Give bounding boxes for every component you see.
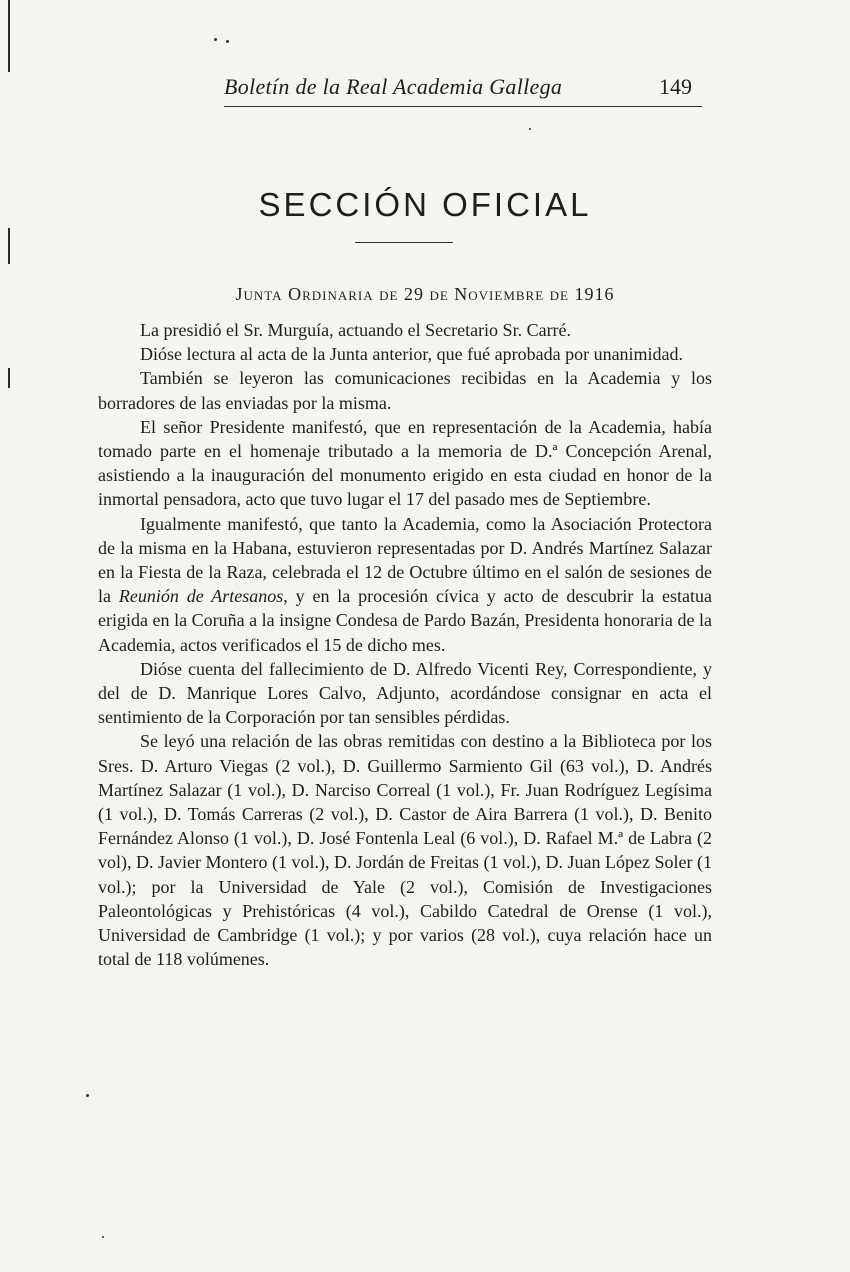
scan-edge-mark xyxy=(8,368,10,388)
title-divider xyxy=(355,242,453,243)
scan-speck xyxy=(86,1094,89,1097)
running-header xyxy=(224,70,702,107)
scan-edge-line xyxy=(8,0,10,72)
paragraph-fiesta-raza-part: , y en la procesión cívica y acto de descubrir la estatua erigida en la Coruña a la insigne Condesa de Pardo Bazán, Presidenta honoraria de la Academia, actos verificados el 15 de dicho mes. xyxy=(98,586,712,655)
scan-speck xyxy=(529,128,531,130)
paragraph-fiesta-raza xyxy=(98,512,712,657)
scan-speck xyxy=(214,38,217,41)
paragraph-obituaries: Dióse cuenta del fallecimiento de D. Alfredo Vicenti Rey, Correspondiente, y del de D. Manrique Lores Calvo, Adjunto, acordándose consignar en acta el sentimiento de la Corporación por tan sensibles pérdidas. xyxy=(98,658,712,728)
paragraph-presidency: La presidió el Sr. Murguía, actuando el Secretario Sr. Carré. xyxy=(140,320,572,340)
paragraph-communications: También se leyeron las comunicaciones recibidas en la Academia y los borradores de las enviadas por la misma. xyxy=(98,368,712,413)
minutes-body xyxy=(98,318,712,971)
paragraph-previous-minutes: Dióse lectura al acta de la Junta anterior, que fué aprobada por unanimidad. xyxy=(140,344,684,365)
paragraph-arenal-homage: El señor Presidente manifestó, que en representación de la Academia, había tomado parte en el homenaje tributado a la memoria de D.ª Concepción Arenal, asistiendo a la inauguración del monumento erigido en esta ciudad en honor de la inmortal pensadora, acto que tuvo lugar el 17 del pasado mes de Septiembre. xyxy=(98,416,712,510)
page-number: 149 xyxy=(659,74,692,99)
scan-speck xyxy=(102,1236,104,1238)
paragraph-fiesta-raza-part: Igualmente manifestó, que tanto la Academia, como la Asociación Protectora de la misma en la Habana, estuvieron representadas por D. Andrés Martínez Salazar en la Fiesta de la Raza, celebrada el 12 de Octubre último en el salón de sesiones de la xyxy=(98,513,712,607)
scan-edge-mark xyxy=(8,228,10,264)
venue-name: Reunión de Artesanos xyxy=(118,586,284,607)
meeting-heading: Junta Ordinaria de 29 de Noviembre de 1916 xyxy=(235,284,615,304)
paragraph-library-donations: Se leyó una relación de las obras remitidas con destino a la Biblioteca por los Sres. D. Arturo Viegas (2 vol.), D. Guillermo Sarmiento Gil (63 vol.), D. Andrés Martínez Salazar (1 vol.), D. Narciso Correal (1 vol.), Fr. Juan Rodríguez Legísima (1 vol.), D. Tomás Carreras (2 vol.), D. Castor de Aira Barrera (1 vol.), D. Benito Fernández Alonso (1 vol.), D. José Fontenla Leal (6 vol.), D. Rafael M.ª de Labra (2 vol), D. Javier Montero (1 vol.), D. Jordán de Freitas (1 vol.), D. Juan López Soler (1 vol.); por la Universidad de Yale (2 vol.), Comisión de Investigaciones Paleontológicas y Prehistóricas (4 vol.), Cabildo Catedral de Orense (1 vol.), Universidad de Cambridge (1 vol.); y por varios (28 vol.), cuya relación hace un total de 118 volúmenes. xyxy=(98,731,712,970)
scan-speck xyxy=(226,40,229,43)
journal-title: Boletín de la Real Academia Gallega xyxy=(224,74,563,99)
section-title: SECCIÓN OFICIAL xyxy=(258,186,592,223)
